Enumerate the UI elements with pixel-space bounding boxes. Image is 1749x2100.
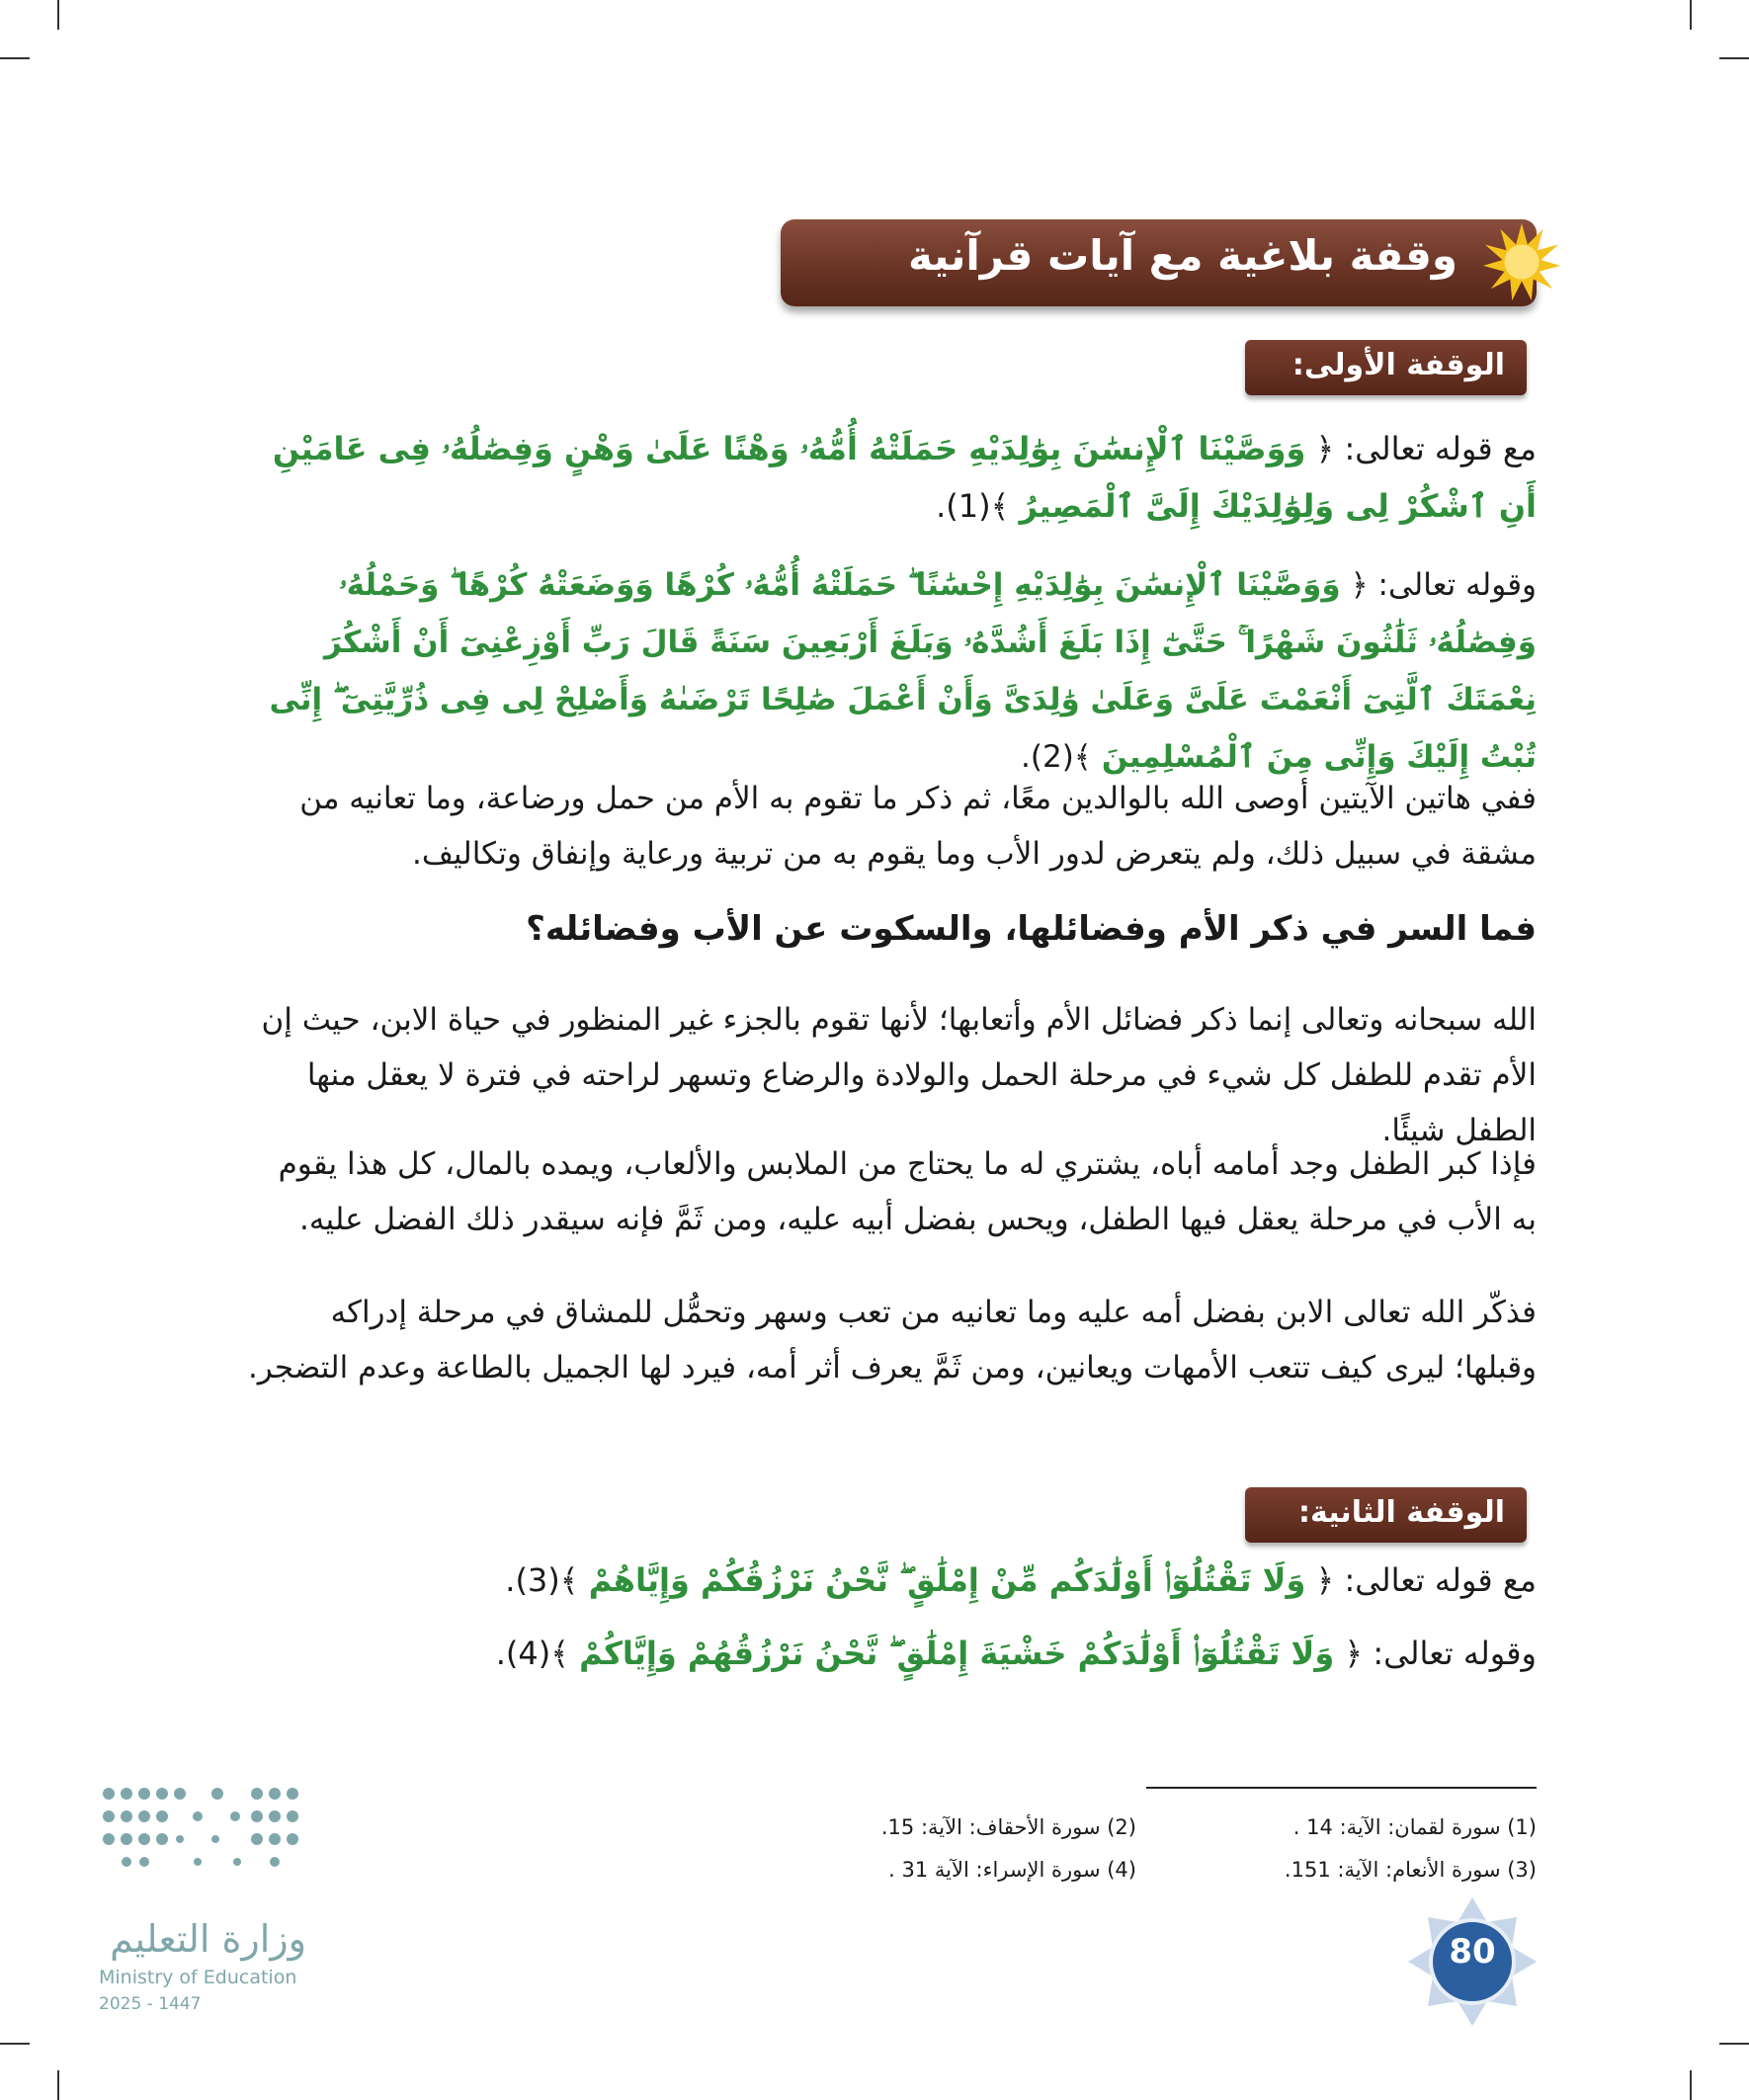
footnote-3: (3) سورة الأنعام: الآية: 151. <box>1284 1858 1537 1882</box>
crop-mark <box>57 2070 59 2100</box>
stop1-label-text: الوقفة الأولى: <box>1291 348 1505 382</box>
paragraph-3: فإذا كبر الطفل وجد أمامه أباه، يشتري له ما يحتاج من الملابس والألعاب، ويمده بالمال، كل هذا يقوم به الأب في مرحلة يعقل فيها الطفل، ويحس بفضل أبيه عليه، ومن ثَمَّ فإنه سيقدر ذلك الفضل عليه. <box>278 1146 1537 1237</box>
verse3-paragraph <box>247 1554 1537 1607</box>
verse1-intro: مع قوله تعالى: ﴿ <box>1315 430 1537 467</box>
crop-mark <box>0 2043 30 2045</box>
page-number: 80 <box>1449 1932 1496 1972</box>
ministry-name-en: Ministry of Education <box>99 1967 297 1988</box>
footnote-2: (2) سورة الأحقاف: الآية: 15. <box>880 1815 1136 1839</box>
verse3-intro: مع قوله تعالى: ﴿ <box>1315 1561 1537 1599</box>
verse1-paragraph <box>247 420 1537 535</box>
verse4-paragraph <box>247 1627 1537 1680</box>
crop-mark <box>1690 2070 1692 2100</box>
verse2-intro: وقوله تعالى: ﴿ <box>1350 567 1537 603</box>
footnote-4: (4) سورة الإسراء: الآية 31 . <box>888 1858 1136 1882</box>
section-title: وقفة بلاغية مع آيات قرآنية <box>907 231 1458 280</box>
verse4-intro: وقوله تعالى: ﴿ <box>1344 1635 1537 1672</box>
verse4-end: ﴾(4). <box>495 1635 569 1672</box>
verse2-end: ﴾(2). <box>1021 739 1092 775</box>
verse2-paragraph <box>247 556 1537 786</box>
crop-mark <box>1719 57 1749 59</box>
paragraph-1: ففي هاتين الآيتين أوصى الله بالوالدين معًا، ثم ذكر ما تقوم به الأم من حمل ورضاعة، وما تعانيه من مشقة في سبيل ذلك، ولم يتعرض لدور الأب وما يقوم به من تربية ورعاية وإنفاق وتكاليف. <box>299 781 1537 872</box>
stop2-label-text: الوقفة الثانية: <box>1298 1495 1505 1530</box>
paragraph-2: الله سبحانه وتعالى إنما ذكر فضائل الأم وأتعابها؛ لأنها تقوم بالجزء غير المنظور في حياة الابن، حيث إن الأم تقدم للطفل كل شيء في مرحلة الحمل والولادة والرضاع وتسهر لراحته في فترة لا يعقل منها الطفل شيئًا. <box>261 1002 1537 1148</box>
crop-mark <box>1690 0 1692 30</box>
crop-mark <box>1719 2043 1749 2045</box>
stop2-label <box>1245 1487 1527 1543</box>
footnote-1: (1) سورة لقمان: الآية: 14 . <box>1292 1815 1537 1839</box>
sun-icon <box>1483 223 1560 300</box>
verse3-text: وَلَا تَقْتُلُوٓا۟ أَوْلَٰدَكُم مِّنْ إِمْلَٰقٍ ۖ نَّحْنُ نَرْزُقُكُمْ وَإِيَّاهُمْ <box>588 1561 1306 1599</box>
question-heading: فما السر في ذكر الأم وفضائلها، والسكوت عن الأب وفضائله؟ <box>526 909 1537 949</box>
verse3-end: ﴾(3). <box>505 1561 579 1599</box>
footnote-divider <box>1146 1787 1537 1789</box>
verse1-text: وَوَصَّيْنَا ٱلْإِنسَٰنَ بِوَٰلِدَيْهِ حَمَلَتْهُ أُمُّهُۥ وَهْنًا عَلَىٰ وَهْنٍ وَفِصَٰلُهُۥ فِى عَامَيْنِ أَنِ ٱشْكُرْ لِى وَلِوَٰلِدَيْكَ إِلَىَّ ٱلْمَصِيرُ <box>272 430 1537 525</box>
verse1-end: ﴾(1). <box>936 487 1010 525</box>
section-banner <box>781 219 1537 306</box>
ministry-year: 2025 - 1447 <box>99 1994 202 2014</box>
ministry-logo-icon <box>99 1779 306 1897</box>
crop-mark <box>57 0 59 30</box>
crop-mark <box>0 57 30 59</box>
stop1-label <box>1245 340 1527 395</box>
paragraph-4: فذكّر الله تعالى الابن بفضل أمه عليه وما تعانيه من تعب وسهر وتحمُّل للمشاق في مرحلة إدراكه وقبلها؛ ليرى كيف تتعب الأمهات ويعانين، ومن ثَمَّ يعرف أثر أمه، فيرد لها الجميل بالطاعة وعدم التضجر. <box>247 1295 1537 1386</box>
verse4-text: وَلَا تَقْتُلُوٓا۟ أَوْلَٰدَكُمْ خَشْيَةَ إِمْلَٰقٍ ۖ نَّحْنُ نَرْزُقُهُمْ وَإِيَّاكُمْ <box>579 1635 1335 1672</box>
verse2-text: وَوَصَّيْنَا ٱلْإِنسَٰنَ بِوَٰلِدَيْهِ إِحْسَٰنًا ۖ حَمَلَتْهُ أُمُّهُۥ كُرْهًا وَوَضَعَتْهُ كُرْهًا ۖ وَحَمْلُهُۥ وَفِصَٰلُهُۥ ثَلَٰثُونَ شَهْرًا ۚ حَتَّىٰٓ إِذَا بَلَغَ أَشُدَّهُۥ وَبَلَغَ أَرْبَعِينَ سَنَةً قَالَ رَبِّ أَوْزِعْنِىٓ أَنْ أَشْكُرَ نِعْمَتَكَ ٱلَّتِىٓ أَنْعَمْتَ عَلَىَّ وَعَلَىٰ وَٰلِدَىَّ وَأَنْ أَعْمَلَ صَٰلِحًا تَرْضَىٰهُ وَأَصْلِحْ لِى فِى ذُرِّيَّتِىٓ ۖ إِنِّى تُبْتُ إِلَيْكَ وَإِنِّى مِنَ ٱلْمُسْلِمِينَ <box>269 567 1537 775</box>
ministry-name-ar: وزارة التعليم <box>110 1917 306 1961</box>
